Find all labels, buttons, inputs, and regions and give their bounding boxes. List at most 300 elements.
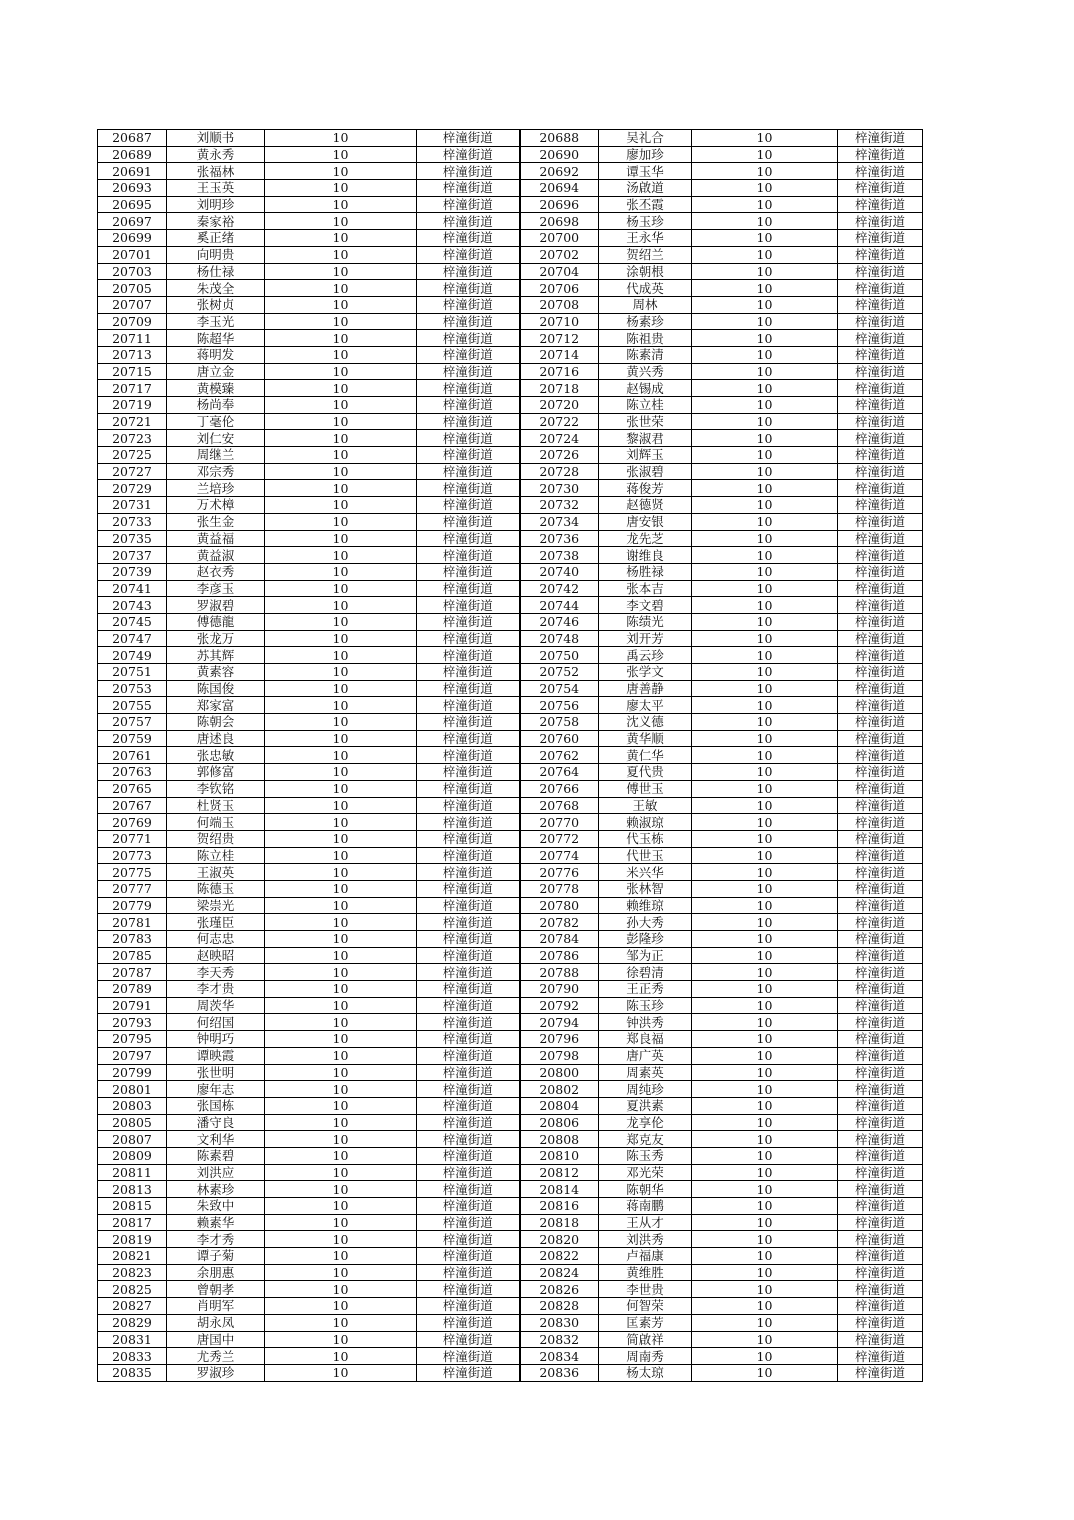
- table-row: [98, 764, 923, 781]
- right-amount-cell: 10: [692, 1147, 838, 1164]
- left-amount-cell: 10: [265, 346, 417, 363]
- left-street-cell: 梓潼街道: [417, 163, 520, 180]
- left-street-cell: 梓潼街道: [417, 697, 520, 714]
- right-name-cell: 龙先芝: [599, 530, 692, 547]
- left-amount-cell: 10: [265, 880, 417, 897]
- right-id-cell: 20760: [520, 730, 599, 747]
- table-row: [98, 730, 923, 747]
- table-row: [98, 213, 923, 230]
- left-name-cell: 朱茂全: [167, 280, 265, 297]
- right-street-cell: 梓潼街道: [838, 280, 923, 297]
- left-amount-cell: 10: [265, 613, 417, 630]
- right-amount-cell: 10: [692, 1031, 838, 1048]
- left-amount-cell: 10: [265, 1131, 417, 1148]
- table-row: [98, 497, 923, 514]
- right-name-cell: 唐善静: [599, 680, 692, 697]
- left-name-cell: 傅德龍: [167, 613, 265, 630]
- table-row: [98, 163, 923, 180]
- table-row: [98, 830, 923, 847]
- table-row: [98, 613, 923, 630]
- left-street-cell: 梓潼街道: [417, 747, 520, 764]
- right-amount-cell: 10: [692, 680, 838, 697]
- left-name-cell: 何端玉: [167, 814, 265, 831]
- right-street-cell: 梓潼街道: [838, 413, 923, 430]
- right-id-cell: 20738: [520, 547, 599, 564]
- right-street-cell: 梓潼街道: [838, 397, 923, 414]
- right-name-cell: 孙大秀: [599, 914, 692, 931]
- left-name-cell: 贺绍贵: [167, 830, 265, 847]
- left-street-cell: 梓潼街道: [417, 981, 520, 998]
- table-row: [98, 814, 923, 831]
- table-row: [98, 1114, 923, 1131]
- left-name-cell: 潘守良: [167, 1114, 265, 1131]
- left-id-cell: 20791: [98, 997, 167, 1014]
- right-id-cell: 20784: [520, 931, 599, 948]
- table-row: [98, 1164, 923, 1181]
- left-id-cell: 20789: [98, 981, 167, 998]
- left-amount-cell: 10: [265, 714, 417, 731]
- left-id-cell: 20715: [98, 363, 167, 380]
- left-name-cell: 张世明: [167, 1064, 265, 1081]
- left-street-cell: 梓潼街道: [417, 413, 520, 430]
- right-street-cell: 梓潼街道: [838, 1214, 923, 1231]
- right-id-cell: 20780: [520, 897, 599, 914]
- left-name-cell: 郭修富: [167, 764, 265, 781]
- left-amount-cell: 10: [265, 997, 417, 1014]
- left-name-cell: 梁崇光: [167, 897, 265, 914]
- right-amount-cell: 10: [692, 1348, 838, 1365]
- right-id-cell: 20772: [520, 830, 599, 847]
- right-street-cell: 梓潼街道: [838, 480, 923, 497]
- right-id-cell: 20736: [520, 530, 599, 547]
- left-amount-cell: 10: [265, 280, 417, 297]
- right-amount-cell: 10: [692, 830, 838, 847]
- table-row: [98, 914, 923, 931]
- right-id-cell: 20798: [520, 1047, 599, 1064]
- table-row: [98, 1314, 923, 1331]
- left-name-cell: 赵映昭: [167, 947, 265, 964]
- right-id-cell: 20712: [520, 330, 599, 347]
- right-id-cell: 20836: [520, 1364, 599, 1381]
- right-street-cell: 梓潼街道: [838, 1298, 923, 1315]
- table-row: [98, 1181, 923, 1198]
- table-row: [98, 1131, 923, 1148]
- right-name-cell: 汤啟道: [599, 180, 692, 197]
- table-row: [98, 1264, 923, 1281]
- left-street-cell: 梓潼街道: [417, 246, 520, 263]
- left-street-cell: 梓潼街道: [417, 480, 520, 497]
- right-street-cell: 梓潼街道: [838, 1331, 923, 1348]
- left-amount-cell: 10: [265, 797, 417, 814]
- right-street-cell: 梓潼街道: [838, 747, 923, 764]
- left-amount-cell: 10: [265, 1314, 417, 1331]
- left-name-cell: 张树贞: [167, 296, 265, 313]
- left-name-cell: 何绍国: [167, 1014, 265, 1031]
- left-name-cell: 奚正绪: [167, 230, 265, 247]
- right-amount-cell: 10: [692, 513, 838, 530]
- right-amount-cell: 10: [692, 447, 838, 464]
- left-street-cell: 梓潼街道: [417, 547, 520, 564]
- right-id-cell: 20794: [520, 1014, 599, 1031]
- left-name-cell: 谭子菊: [167, 1248, 265, 1265]
- left-street-cell: 梓潼街道: [417, 680, 520, 697]
- right-name-cell: 王永华: [599, 230, 692, 247]
- left-amount-cell: 10: [265, 730, 417, 747]
- right-street-cell: 梓潼街道: [838, 163, 923, 180]
- left-street-cell: 梓潼街道: [417, 1348, 520, 1365]
- right-street-cell: 梓潼街道: [838, 130, 923, 147]
- left-amount-cell: 10: [265, 363, 417, 380]
- right-street-cell: 梓潼街道: [838, 981, 923, 998]
- right-amount-cell: 10: [692, 380, 838, 397]
- left-id-cell: 20741: [98, 580, 167, 597]
- table-row: [98, 530, 923, 547]
- left-street-cell: 梓潼街道: [417, 263, 520, 280]
- table-row: [98, 480, 923, 497]
- left-name-cell: 郑家富: [167, 697, 265, 714]
- left-id-cell: 20705: [98, 280, 167, 297]
- left-name-cell: 何志忠: [167, 931, 265, 948]
- left-name-cell: 陈德玉: [167, 880, 265, 897]
- left-name-cell: 万术樟: [167, 497, 265, 514]
- left-street-cell: 梓潼街道: [417, 1114, 520, 1131]
- right-name-cell: 匡素芳: [599, 1314, 692, 1331]
- right-name-cell: 周南秀: [599, 1348, 692, 1365]
- right-amount-cell: 10: [692, 1331, 838, 1348]
- right-amount-cell: 10: [692, 363, 838, 380]
- table-row: [98, 1031, 923, 1048]
- right-id-cell: 20824: [520, 1264, 599, 1281]
- table-row: [98, 597, 923, 614]
- left-street-cell: 梓潼街道: [417, 997, 520, 1014]
- right-id-cell: 20694: [520, 180, 599, 197]
- table-row: [98, 1147, 923, 1164]
- right-street-cell: 梓潼街道: [838, 580, 923, 597]
- left-name-cell: 黄模臻: [167, 380, 265, 397]
- right-street-cell: 梓潼街道: [838, 1364, 923, 1381]
- left-street-cell: 梓潼街道: [417, 1214, 520, 1231]
- left-name-cell: 陈素碧: [167, 1147, 265, 1164]
- left-amount-cell: 10: [265, 947, 417, 964]
- right-name-cell: 何智荣: [599, 1298, 692, 1315]
- right-amount-cell: 10: [692, 1114, 838, 1131]
- left-amount-cell: 10: [265, 530, 417, 547]
- left-amount-cell: 10: [265, 1348, 417, 1365]
- right-street-cell: 梓潼街道: [838, 931, 923, 948]
- left-amount-cell: 10: [265, 330, 417, 347]
- left-amount-cell: 10: [265, 1281, 417, 1298]
- table-row: [98, 931, 923, 948]
- left-id-cell: 20737: [98, 547, 167, 564]
- right-amount-cell: 10: [692, 880, 838, 897]
- right-amount-cell: 10: [692, 864, 838, 881]
- left-id-cell: 20757: [98, 714, 167, 731]
- left-id-cell: 20825: [98, 1281, 167, 1298]
- right-name-cell: 王敏: [599, 797, 692, 814]
- right-name-cell: 王正秀: [599, 981, 692, 998]
- left-amount-cell: 10: [265, 580, 417, 597]
- right-amount-cell: 10: [692, 981, 838, 998]
- right-street-cell: 梓潼街道: [838, 196, 923, 213]
- right-amount-cell: 10: [692, 1047, 838, 1064]
- right-id-cell: 20728: [520, 463, 599, 480]
- table-row: [98, 664, 923, 681]
- right-id-cell: 20726: [520, 447, 599, 464]
- right-street-cell: 梓潼街道: [838, 246, 923, 263]
- left-name-cell: 文利华: [167, 1131, 265, 1148]
- left-amount-cell: 10: [265, 1298, 417, 1315]
- left-id-cell: 20785: [98, 947, 167, 964]
- right-id-cell: 20818: [520, 1214, 599, 1231]
- left-id-cell: 20751: [98, 664, 167, 681]
- right-street-cell: 梓潼街道: [838, 664, 923, 681]
- left-id-cell: 20721: [98, 413, 167, 430]
- right-name-cell: 周素英: [599, 1064, 692, 1081]
- right-street-cell: 梓潼街道: [838, 313, 923, 330]
- left-name-cell: 陈朝会: [167, 714, 265, 731]
- right-id-cell: 20698: [520, 213, 599, 230]
- table-row: [98, 463, 923, 480]
- left-name-cell: 苏其辉: [167, 647, 265, 664]
- right-name-cell: 张丕霞: [599, 196, 692, 213]
- table-row: [98, 1348, 923, 1365]
- right-id-cell: 20826: [520, 1281, 599, 1298]
- left-id-cell: 20827: [98, 1298, 167, 1315]
- right-name-cell: 李世贵: [599, 1281, 692, 1298]
- left-street-cell: 梓潼街道: [417, 964, 520, 981]
- right-street-cell: 梓潼街道: [838, 330, 923, 347]
- right-id-cell: 20788: [520, 964, 599, 981]
- right-id-cell: 20752: [520, 664, 599, 681]
- table-row: [98, 447, 923, 464]
- left-id-cell: 20807: [98, 1131, 167, 1148]
- left-street-cell: 梓潼街道: [417, 1014, 520, 1031]
- right-id-cell: 20810: [520, 1147, 599, 1164]
- right-id-cell: 20744: [520, 597, 599, 614]
- left-street-cell: 梓潼街道: [417, 897, 520, 914]
- left-name-cell: 曾朝孝: [167, 1281, 265, 1298]
- left-street-cell: 梓潼街道: [417, 1198, 520, 1215]
- left-name-cell: 李才秀: [167, 1231, 265, 1248]
- left-name-cell: 陈立桂: [167, 847, 265, 864]
- left-id-cell: 20797: [98, 1047, 167, 1064]
- right-street-cell: 梓潼街道: [838, 1314, 923, 1331]
- right-name-cell: 夏代贵: [599, 764, 692, 781]
- right-id-cell: 20718: [520, 380, 599, 397]
- right-amount-cell: 10: [692, 563, 838, 580]
- right-amount-cell: 10: [692, 914, 838, 931]
- right-amount-cell: 10: [692, 547, 838, 564]
- left-street-cell: 梓潼街道: [417, 397, 520, 414]
- table-row: [98, 647, 923, 664]
- left-name-cell: 周继兰: [167, 447, 265, 464]
- table-row: [98, 1281, 923, 1298]
- table-row: [98, 330, 923, 347]
- right-street-cell: 梓潼街道: [838, 346, 923, 363]
- right-id-cell: 20730: [520, 480, 599, 497]
- left-amount-cell: 10: [265, 931, 417, 948]
- right-id-cell: 20834: [520, 1348, 599, 1365]
- left-name-cell: 邓宗秀: [167, 463, 265, 480]
- right-name-cell: 傅世玉: [599, 780, 692, 797]
- right-id-cell: 20800: [520, 1064, 599, 1081]
- right-amount-cell: 10: [692, 780, 838, 797]
- left-id-cell: 20823: [98, 1264, 167, 1281]
- right-name-cell: 吴礼合: [599, 130, 692, 147]
- right-amount-cell: 10: [692, 530, 838, 547]
- table-row: [98, 413, 923, 430]
- table-row: [98, 263, 923, 280]
- right-name-cell: 张本吉: [599, 580, 692, 597]
- right-street-cell: 梓潼街道: [838, 513, 923, 530]
- left-amount-cell: 10: [265, 196, 417, 213]
- left-name-cell: 秦家裕: [167, 213, 265, 230]
- right-id-cell: 20758: [520, 714, 599, 731]
- right-street-cell: 梓潼街道: [838, 1114, 923, 1131]
- left-name-cell: 张瑾臣: [167, 914, 265, 931]
- left-street-cell: 梓潼街道: [417, 497, 520, 514]
- left-id-cell: 20717: [98, 380, 167, 397]
- right-amount-cell: 10: [692, 146, 838, 163]
- right-id-cell: 20822: [520, 1248, 599, 1265]
- left-id-cell: 20783: [98, 931, 167, 948]
- right-id-cell: 20796: [520, 1031, 599, 1048]
- left-street-cell: 梓潼街道: [417, 1181, 520, 1198]
- left-street-cell: 梓潼街道: [417, 1031, 520, 1048]
- left-street-cell: 梓潼街道: [417, 430, 520, 447]
- right-id-cell: 20754: [520, 680, 599, 697]
- right-amount-cell: 10: [692, 313, 838, 330]
- table-row: [98, 1214, 923, 1231]
- left-name-cell: 唐国中: [167, 1331, 265, 1348]
- left-name-cell: 李彦玉: [167, 580, 265, 597]
- right-amount-cell: 10: [692, 630, 838, 647]
- left-id-cell: 20739: [98, 563, 167, 580]
- left-id-cell: 20809: [98, 1147, 167, 1164]
- table-row: [98, 196, 923, 213]
- right-id-cell: 20722: [520, 413, 599, 430]
- right-name-cell: 周纯珍: [599, 1081, 692, 1098]
- right-id-cell: 20706: [520, 280, 599, 297]
- left-name-cell: 黄益淑: [167, 547, 265, 564]
- right-id-cell: 20786: [520, 947, 599, 964]
- right-street-cell: 梓潼街道: [838, 146, 923, 163]
- left-id-cell: 20811: [98, 1164, 167, 1181]
- left-id-cell: 20819: [98, 1231, 167, 1248]
- right-id-cell: 20724: [520, 430, 599, 447]
- left-street-cell: 梓潼街道: [417, 447, 520, 464]
- table-row: [98, 180, 923, 197]
- right-amount-cell: 10: [692, 480, 838, 497]
- right-name-cell: 赖淑琼: [599, 814, 692, 831]
- left-name-cell: 王玉英: [167, 180, 265, 197]
- right-id-cell: 20690: [520, 146, 599, 163]
- left-street-cell: 梓潼街道: [417, 1231, 520, 1248]
- left-amount-cell: 10: [265, 313, 417, 330]
- right-id-cell: 20748: [520, 630, 599, 647]
- left-id-cell: 20813: [98, 1181, 167, 1198]
- left-id-cell: 20821: [98, 1248, 167, 1265]
- right-street-cell: 梓潼街道: [838, 363, 923, 380]
- left-amount-cell: 10: [265, 1198, 417, 1215]
- right-amount-cell: 10: [692, 814, 838, 831]
- right-name-cell: 张林智: [599, 880, 692, 897]
- left-id-cell: 20735: [98, 530, 167, 547]
- left-amount-cell: 10: [265, 547, 417, 564]
- right-id-cell: 20804: [520, 1097, 599, 1114]
- right-street-cell: 梓潼街道: [838, 780, 923, 797]
- table-row: [98, 997, 923, 1014]
- table-row: [98, 1248, 923, 1265]
- table-row: [98, 797, 923, 814]
- right-name-cell: 陈绩光: [599, 613, 692, 630]
- right-street-cell: 梓潼街道: [838, 647, 923, 664]
- left-name-cell: 刘洪应: [167, 1164, 265, 1181]
- right-amount-cell: 10: [692, 764, 838, 781]
- left-amount-cell: 10: [265, 1031, 417, 1048]
- right-name-cell: 黄华顺: [599, 730, 692, 747]
- right-name-cell: 唐广英: [599, 1047, 692, 1064]
- right-street-cell: 梓潼街道: [838, 814, 923, 831]
- left-name-cell: 张生金: [167, 513, 265, 530]
- right-name-cell: 张学文: [599, 664, 692, 681]
- left-amount-cell: 10: [265, 1147, 417, 1164]
- right-id-cell: 20814: [520, 1181, 599, 1198]
- right-amount-cell: 10: [692, 280, 838, 297]
- left-street-cell: 梓潼街道: [417, 280, 520, 297]
- table-row: [98, 630, 923, 647]
- left-amount-cell: 10: [265, 697, 417, 714]
- left-name-cell: 肖明军: [167, 1298, 265, 1315]
- left-name-cell: 黄素容: [167, 664, 265, 681]
- left-id-cell: 20731: [98, 497, 167, 514]
- left-street-cell: 梓潼街道: [417, 714, 520, 731]
- right-amount-cell: 10: [692, 664, 838, 681]
- table-row: [98, 780, 923, 797]
- right-street-cell: 梓潼街道: [838, 1047, 923, 1064]
- left-street-cell: 梓潼街道: [417, 1131, 520, 1148]
- left-id-cell: 20755: [98, 697, 167, 714]
- right-street-cell: 梓潼街道: [838, 1231, 923, 1248]
- left-amount-cell: 10: [265, 680, 417, 697]
- right-street-cell: 梓潼街道: [838, 714, 923, 731]
- right-street-cell: 梓潼街道: [838, 530, 923, 547]
- right-id-cell: 20828: [520, 1298, 599, 1315]
- left-amount-cell: 10: [265, 1047, 417, 1064]
- left-id-cell: 20711: [98, 330, 167, 347]
- left-street-cell: 梓潼街道: [417, 830, 520, 847]
- table-row: [98, 880, 923, 897]
- right-street-cell: 梓潼街道: [838, 463, 923, 480]
- right-id-cell: 20708: [520, 296, 599, 313]
- right-id-cell: 20778: [520, 880, 599, 897]
- right-id-cell: 20762: [520, 747, 599, 764]
- left-id-cell: 20793: [98, 1014, 167, 1031]
- right-id-cell: 20812: [520, 1164, 599, 1181]
- left-street-cell: 梓潼街道: [417, 1248, 520, 1265]
- right-street-cell: 梓潼街道: [838, 613, 923, 630]
- left-id-cell: 20763: [98, 764, 167, 781]
- left-id-cell: 20829: [98, 1314, 167, 1331]
- right-name-cell: 黎淑君: [599, 430, 692, 447]
- left-id-cell: 20707: [98, 296, 167, 313]
- right-id-cell: 20806: [520, 1114, 599, 1131]
- right-name-cell: 代玉栋: [599, 830, 692, 847]
- left-amount-cell: 10: [265, 480, 417, 497]
- left-street-cell: 梓潼街道: [417, 213, 520, 230]
- left-amount-cell: 10: [265, 180, 417, 197]
- left-id-cell: 20771: [98, 830, 167, 847]
